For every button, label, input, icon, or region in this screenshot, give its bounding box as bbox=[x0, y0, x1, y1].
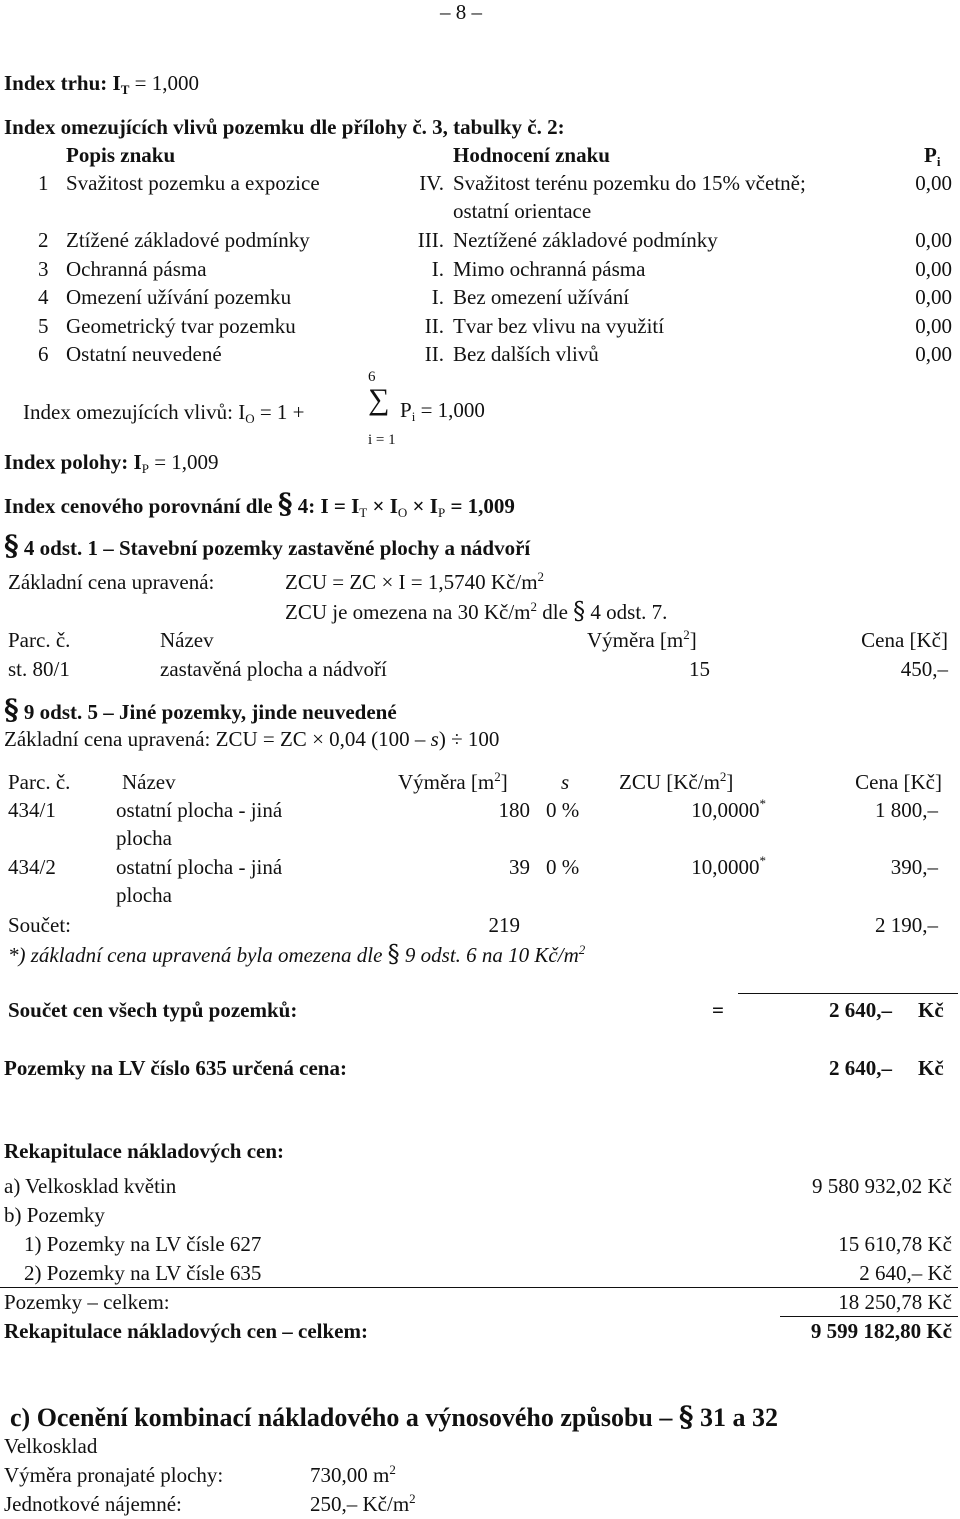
sec9-note-text1: *) základní cena upravená byla omezena dle bbox=[8, 943, 383, 967]
limit-row-rating: Bez omezení užívání bbox=[453, 285, 630, 309]
sec4-limit-text3: 4 odst. 7. bbox=[590, 600, 668, 624]
recap-row-2-value: 2 640,– Kč bbox=[859, 1261, 952, 1285]
times-icon: × bbox=[381, 570, 394, 594]
sec4-title-text: 4 odst. 1 – Stavební pozemky zastavěné plochy a nádvoří bbox=[23, 536, 531, 560]
totals-all-value: 2 640,– bbox=[829, 998, 892, 1022]
totals-all-label: Součet cen všech typů pozemků: bbox=[8, 998, 298, 1022]
paragraph-sign-icon: § bbox=[277, 487, 293, 520]
sec9-row-zcu-star: * bbox=[759, 853, 766, 868]
section-c-area-sup: 2 bbox=[389, 1462, 396, 1477]
sec9-header-s: s bbox=[561, 770, 570, 794]
recap-row-1-value: 15 610,78 Kč bbox=[838, 1232, 952, 1256]
sec4-row-parc: st. 80/1 bbox=[8, 657, 70, 681]
sec4-title bbox=[4, 529, 531, 562]
market-index-label: Index trhu: I bbox=[4, 71, 121, 95]
limit-row-p-value: 0,00 bbox=[915, 228, 952, 252]
sec9-header-area-sup: 2 bbox=[494, 769, 501, 784]
sec4-base-value: I = 1,5740 Kč/m bbox=[398, 570, 538, 594]
sec4-limit-sup: 2 bbox=[530, 599, 537, 614]
position-index-sub: P bbox=[141, 461, 149, 476]
sec9-row-name-cont: plocha bbox=[116, 826, 172, 850]
formula-plus: = 1 + bbox=[259, 400, 305, 424]
limit-row-rating-cont: ostatní orientace bbox=[453, 199, 592, 223]
sec9-sum-price: 2 190,– bbox=[875, 913, 938, 937]
limit-row-number: 1 bbox=[38, 171, 49, 195]
sec9-row-zcu-value: 10,0000 bbox=[691, 798, 760, 822]
sec9-row-zcu bbox=[640, 798, 766, 825]
limit-row-number: 4 bbox=[38, 285, 49, 309]
sum-lower: i = 1 bbox=[368, 432, 396, 448]
section-c-rent-value bbox=[310, 1492, 416, 1519]
sec4-row-area: 15 bbox=[689, 657, 710, 681]
sec9-header-zcu bbox=[619, 770, 733, 797]
position-index-label: Index polohy: I bbox=[4, 450, 142, 474]
formula-prefix: Index omezujících vlivů: I bbox=[23, 400, 246, 424]
sec4-header-area-sup: 2 bbox=[683, 627, 690, 642]
recap-subtotal-label: Pozemky – celkem: bbox=[4, 1290, 170, 1314]
sec4-limit-note bbox=[285, 599, 667, 627]
limit-row-p-value: 0,00 bbox=[915, 171, 952, 195]
recap-row-2-label: 2) Pozemky na LV čísle 635 bbox=[24, 1261, 262, 1285]
market-index bbox=[4, 71, 199, 98]
sigma-icon: ∑ bbox=[368, 383, 390, 416]
section-c-building: Velkosklad bbox=[4, 1434, 98, 1458]
limit-row-description: Svažitost pozemku a expozice bbox=[66, 171, 320, 195]
limit-row-grade: III. bbox=[417, 228, 444, 252]
sec9-rest2: (100 – bbox=[371, 727, 426, 751]
sec4-base-label: Základní cena upravená: bbox=[8, 570, 215, 594]
page-number: – 8 – bbox=[440, 0, 482, 24]
sec9-title-text: 9 odst. 5 – Jiné pozemky, jinde neuvedené bbox=[23, 700, 397, 724]
sec9-header-area-text: Výměra [m bbox=[398, 770, 495, 794]
paragraph-sign-icon: § bbox=[573, 597, 586, 625]
totals-lv-currency: Kč bbox=[918, 1056, 944, 1080]
sec9-row-price: 390,– bbox=[890, 855, 938, 879]
recap-row-1-label: 1) Pozemky na LV čísle 627 bbox=[24, 1232, 262, 1256]
sec9-row-s: 0 % bbox=[546, 855, 580, 879]
formula-result-value: = 1,000 bbox=[420, 398, 485, 422]
paragraph-sign-icon: § bbox=[678, 1400, 694, 1433]
recap-row-a-label: a) Velkosklad květin bbox=[4, 1174, 177, 1198]
limit-row-grade: IV. bbox=[419, 171, 444, 195]
sec9-row-price: 1 800,– bbox=[875, 798, 938, 822]
formula-p: P bbox=[400, 398, 412, 422]
comparison-ref: 4: I = I bbox=[297, 494, 360, 518]
sec9-row-area: 39 bbox=[509, 855, 530, 879]
sec9-rest4: 100 bbox=[467, 727, 500, 751]
limit-row-grade: I. bbox=[431, 257, 444, 281]
position-index-value: = 1,009 bbox=[154, 450, 219, 474]
comparison-o-sub: O bbox=[397, 505, 408, 520]
totals-eq: = bbox=[712, 998, 724, 1022]
section-c-rent-text: 250,– Kč/m bbox=[310, 1492, 410, 1516]
sec9-header-area bbox=[398, 770, 508, 797]
col-header-description: Popis znaku bbox=[66, 143, 176, 167]
sec9-row-name: ostatní plocha - jiná bbox=[116, 798, 283, 822]
times-icon: × bbox=[312, 727, 324, 751]
sec9-sum-label: Součet: bbox=[8, 913, 71, 937]
market-index-sub: T bbox=[120, 82, 130, 97]
formula-result bbox=[400, 398, 485, 425]
comparison-value: = 1,009 bbox=[450, 494, 515, 518]
section-c-area-value bbox=[310, 1463, 396, 1490]
sec4-limit-text1: ZCU je omezena na 30 Kč/m bbox=[285, 600, 531, 624]
limit-row-number: 6 bbox=[38, 342, 49, 366]
limit-row-p-value: 0,00 bbox=[915, 342, 952, 366]
recap-row-a-value: 9 580 932,02 Kč bbox=[812, 1174, 952, 1198]
recap-total-label: Rekapitulace nákladových cen – celkem: bbox=[4, 1319, 368, 1343]
limiting-formula bbox=[23, 400, 305, 427]
limit-row-rating: Bez dalších vlivů bbox=[453, 342, 599, 366]
sec4-header-parc: Parc. č. bbox=[8, 628, 71, 652]
limit-row-description: Omezení užívání pozemku bbox=[66, 285, 292, 309]
sec9-header-zcu-end: ] bbox=[726, 770, 734, 794]
comparison-p-label: I bbox=[429, 494, 438, 518]
sec9-row-zcu bbox=[640, 855, 766, 882]
sec9-row-s: 0 % bbox=[546, 798, 580, 822]
sec4-header-area-end: ] bbox=[689, 628, 697, 652]
comparison-o-label: I bbox=[389, 494, 398, 518]
sec9-rest1: 0,04 bbox=[329, 727, 366, 751]
limit-row-description: Geometrický tvar pozemku bbox=[66, 314, 296, 338]
col-header-p-sub: i bbox=[936, 154, 941, 169]
recap-total-value: 9 599 182,80 Kč bbox=[810, 1319, 952, 1343]
sec9-note bbox=[8, 942, 585, 970]
section-c-title-text: c) Ocenění kombinací nákladového a výnosového způsobu bbox=[10, 1403, 653, 1432]
sec9-sum-area: 219 bbox=[488, 913, 520, 937]
limit-row-grade: II. bbox=[424, 314, 444, 338]
sec4-header-price: Cena [Kč] bbox=[861, 628, 948, 652]
totals-all-currency: Kč bbox=[918, 998, 944, 1022]
totals-lv-value: 2 640,– bbox=[829, 1056, 892, 1080]
sec9-rest3: ) bbox=[438, 727, 446, 751]
section-c-rent-sup: 2 bbox=[409, 1491, 416, 1506]
position-index bbox=[4, 450, 219, 477]
sec9-title bbox=[4, 693, 397, 726]
sec9-note-sup: 2 bbox=[578, 942, 586, 957]
limit-row-description: Ochranná pásma bbox=[66, 257, 207, 281]
sec9-header-parc: Parc. č. bbox=[8, 770, 71, 794]
sec9-row-parc: 434/1 bbox=[8, 798, 56, 822]
sec9-row-name: ostatní plocha - jiná bbox=[116, 855, 283, 879]
comparison-index: Index cenového porovnání dle § 4: I = IT × IO × IP = 1,009 bbox=[4, 487, 515, 520]
sec9-header-price: Cena [Kč] bbox=[855, 770, 942, 794]
formula-sub: O bbox=[245, 411, 255, 426]
section-c-rent-label: Jednotkové nájemné: bbox=[4, 1492, 182, 1516]
limit-row-description: Ztížené základové podmínky bbox=[66, 228, 310, 252]
sec9-base-text: Základní cena upravená: ZCU = ZC bbox=[4, 727, 307, 751]
totals-rule bbox=[738, 993, 958, 994]
sec9-s: s bbox=[430, 727, 439, 751]
sec4-header-area bbox=[587, 628, 697, 655]
limit-row-rating: Mimo ochranná pásma bbox=[453, 257, 646, 281]
limit-row-rating: Tvar bez vlivu na využití bbox=[453, 314, 665, 338]
sec9-base bbox=[4, 727, 499, 751]
market-index-value: = 1,000 bbox=[134, 71, 199, 95]
sec9-row-zcu-value: 10,0000 bbox=[691, 855, 760, 879]
sec9-row-zcu-star: * bbox=[759, 796, 766, 811]
limit-row-number: 2 bbox=[38, 228, 49, 252]
sec4-limit-text2: dle bbox=[542, 600, 568, 624]
limit-row-p-value: 0,00 bbox=[915, 285, 952, 309]
sec4-row-price: 450,– bbox=[900, 657, 948, 681]
sec9-row-name-cont: plocha bbox=[116, 883, 172, 907]
sec9-note-text2: 9 odst. 6 na 10 Kč/m bbox=[404, 943, 579, 967]
col-header-rating: Hodnocení znaku bbox=[453, 143, 610, 167]
sec9-header-zcu-text: ZCU [Kč/m bbox=[619, 770, 720, 794]
section-c-area-text: 730,00 m bbox=[310, 1463, 390, 1487]
limit-row-rating: Neztížené základové podmínky bbox=[453, 228, 718, 252]
recap-subtotal-value: 18 250,78 Kč bbox=[838, 1290, 952, 1314]
section-c-ref: 31 a 32 bbox=[700, 1403, 779, 1432]
recap-rule-2 bbox=[780, 1316, 958, 1317]
section-c-area-label: Výměra pronajaté plochy: bbox=[4, 1463, 224, 1487]
paragraph-sign-icon: § bbox=[387, 940, 400, 968]
totals-lv-label: Pozemky na LV číslo 635 určená cena: bbox=[4, 1056, 347, 1080]
sec4-header-name: Název bbox=[160, 628, 214, 652]
limit-row-grade: II. bbox=[424, 342, 444, 366]
sec4-base-formula bbox=[285, 570, 544, 597]
sec4-base-formula-text: ZCU = ZC bbox=[285, 570, 377, 594]
sec4-row-name: zastavěná plocha a nádvoří bbox=[160, 657, 387, 681]
limiting-heading: Index omezujících vlivů pozemku dle přílohy č. 3, tabulky č. 2: bbox=[4, 115, 565, 139]
col-header-p bbox=[924, 143, 940, 170]
section-c-title: c) Ocenění kombinací nákladového a výnosového způsobu – § 31 a 32 bbox=[10, 1400, 779, 1433]
paragraph-sign-icon: § bbox=[4, 693, 19, 726]
recap-rule-1 bbox=[0, 1287, 958, 1288]
sec4-base-sup: 2 bbox=[537, 569, 545, 584]
formula-p-sub: i bbox=[411, 409, 416, 424]
limit-row-number: 5 bbox=[38, 314, 49, 338]
recap-row-b-label: b) Pozemky bbox=[4, 1203, 105, 1227]
col-header-p-label: P bbox=[924, 143, 937, 167]
sec9-header-zcu-sup: 2 bbox=[719, 769, 727, 784]
comparison-text: Index cenového porovnání dle bbox=[4, 494, 273, 518]
sec9-row-parc: 434/2 bbox=[8, 855, 56, 879]
limit-row-p-value: 0,00 bbox=[915, 314, 952, 338]
sum-upper: 6 bbox=[368, 369, 376, 385]
limit-row-p-value: 0,00 bbox=[915, 257, 952, 281]
limit-row-number: 3 bbox=[38, 257, 49, 281]
sec9-row-area: 180 bbox=[498, 798, 530, 822]
limit-row-grade: I. bbox=[431, 285, 444, 309]
sec4-header-area-text: Výměra [m bbox=[587, 628, 684, 652]
divide-icon: ÷ bbox=[451, 727, 463, 751]
comparison-t-sub: T bbox=[359, 505, 368, 520]
sec9-header-name: Název bbox=[122, 770, 176, 794]
sec9-header-area-end: ] bbox=[500, 770, 508, 794]
comparison-p-sub: P bbox=[437, 505, 446, 520]
recap-title: Rekapitulace nákladových cen: bbox=[4, 1139, 285, 1163]
limit-row-description: Ostatní neuvedené bbox=[66, 342, 222, 366]
limit-row-rating: Svažitost terénu pozemku do 15% včetně; bbox=[453, 171, 806, 195]
paragraph-sign-icon: § bbox=[4, 529, 19, 562]
